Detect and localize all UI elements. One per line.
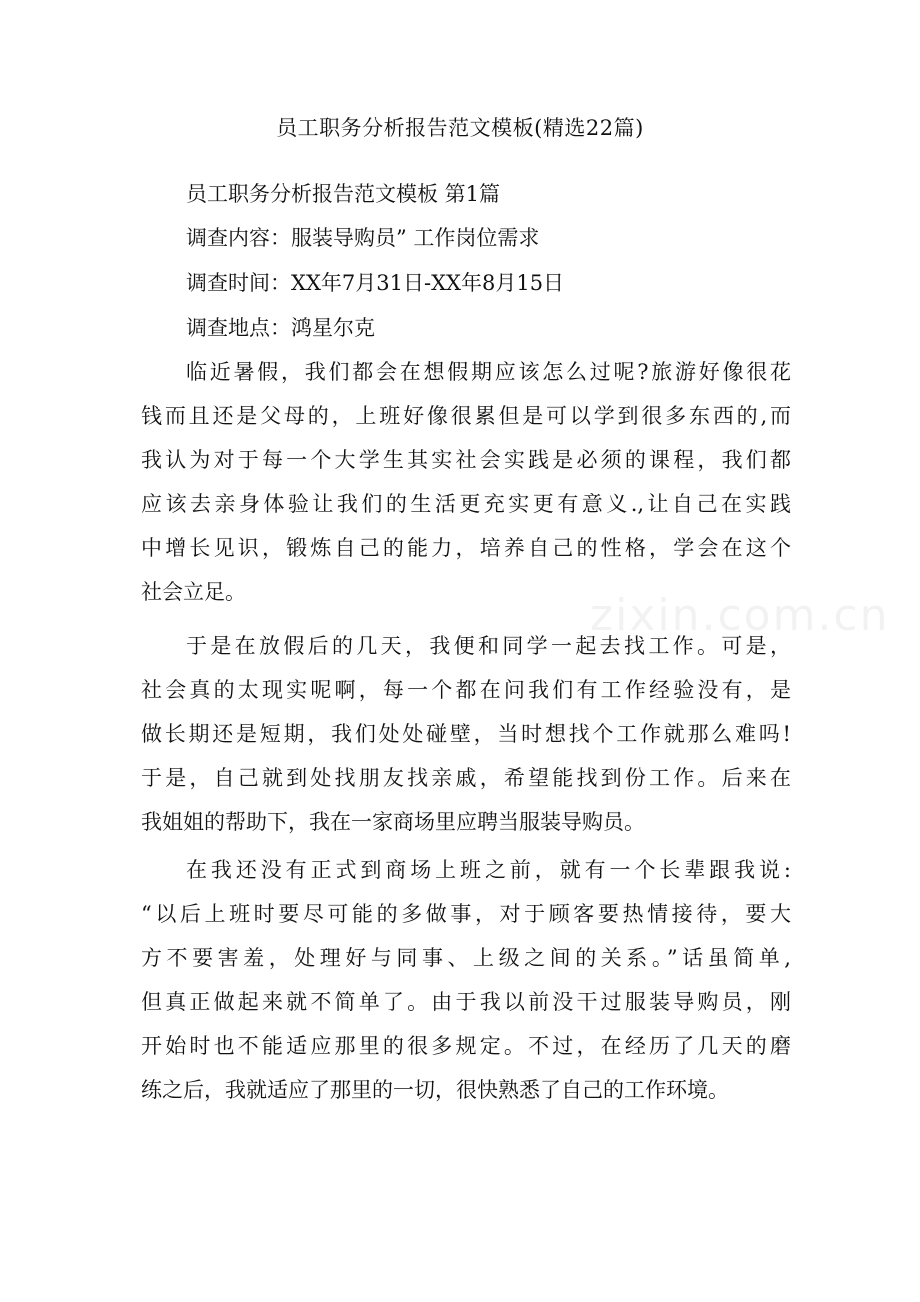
paragraph-line: 但真正做起来就不简单了。由于我以前没干过服装导购员，刚 <box>141 990 791 1014</box>
paragraph-line: 于是在放假后的几天，我便和同学一起去找工作。可是， <box>186 634 791 658</box>
paragraph-line: 开始时也不能适应那里的很多规定。不过，在经历了几天的磨 <box>141 1034 791 1058</box>
paragraph-line: “以后上班时要尽可能的多做事，对于顾客要热情接待，要大 <box>141 902 791 926</box>
section-heading: 员工职务分析报告范文模板 第1篇 <box>186 182 501 206</box>
paragraph-2 <box>141 624 791 844</box>
paragraph-line: 钱而且还是父母的，上班好像很累但是可以学到很多东西的,而 <box>141 404 791 428</box>
paragraph-line: 中增长见识，锻炼自己的能力，培养自己的性格，学会在这个 <box>141 536 791 560</box>
paragraph-line: 于是，自己就到处找朋友找亲戚，希望能找到份工作。后来在 <box>141 766 791 790</box>
paragraph-line: 社会真的太现实呢啊，每一个都在问我们有工作经验没有，是 <box>141 678 791 702</box>
paragraph-line: 我姐姐的帮助下，我在一家商场里应聘当服装导购员。 <box>141 810 645 834</box>
watermark: zixin.com.cn <box>590 590 890 641</box>
paragraph-line: 在我还没有正式到商场上班之前，就有一个长辈跟我说: <box>186 858 791 882</box>
survey-time-line: 调查时间：XX年7月31日-XX年8月15日 <box>186 271 565 295</box>
paragraph-line: 社会立足。 <box>141 580 246 604</box>
paragraph-line: 我认为对于每一个大学生其实社会实践是必须的课程，我们都 <box>141 448 791 472</box>
paragraph-line: 做长期还是短期，我们处处碰壁，当时想找个工作就那么难吗! <box>141 722 791 746</box>
paragraph-line: 临近暑假，我们都会在想假期应该怎么过呢?旅游好像很花 <box>186 360 791 384</box>
survey-content-line: 调查内容：服装导购员” 工作岗位需求 <box>186 226 540 250</box>
survey-location-line: 调查地点：鸿星尔克 <box>186 316 375 340</box>
paragraph-1 <box>141 350 791 614</box>
paragraph-line: 方不要害羞，处理好与同事、上级之间的关系。”话虽简单, <box>141 946 791 970</box>
paragraph-3 <box>141 848 791 1112</box>
paragraph-line: 练之后，我就适应了那里的一切，很快熟悉了自己的工作环境。 <box>141 1078 729 1102</box>
document-title: 员工职务分析报告范文模板(精选22篇) <box>276 116 644 140</box>
paragraph-line: 应该去亲身体验让我们的生活更充实更有意义.,让自己在实践 <box>141 492 791 516</box>
